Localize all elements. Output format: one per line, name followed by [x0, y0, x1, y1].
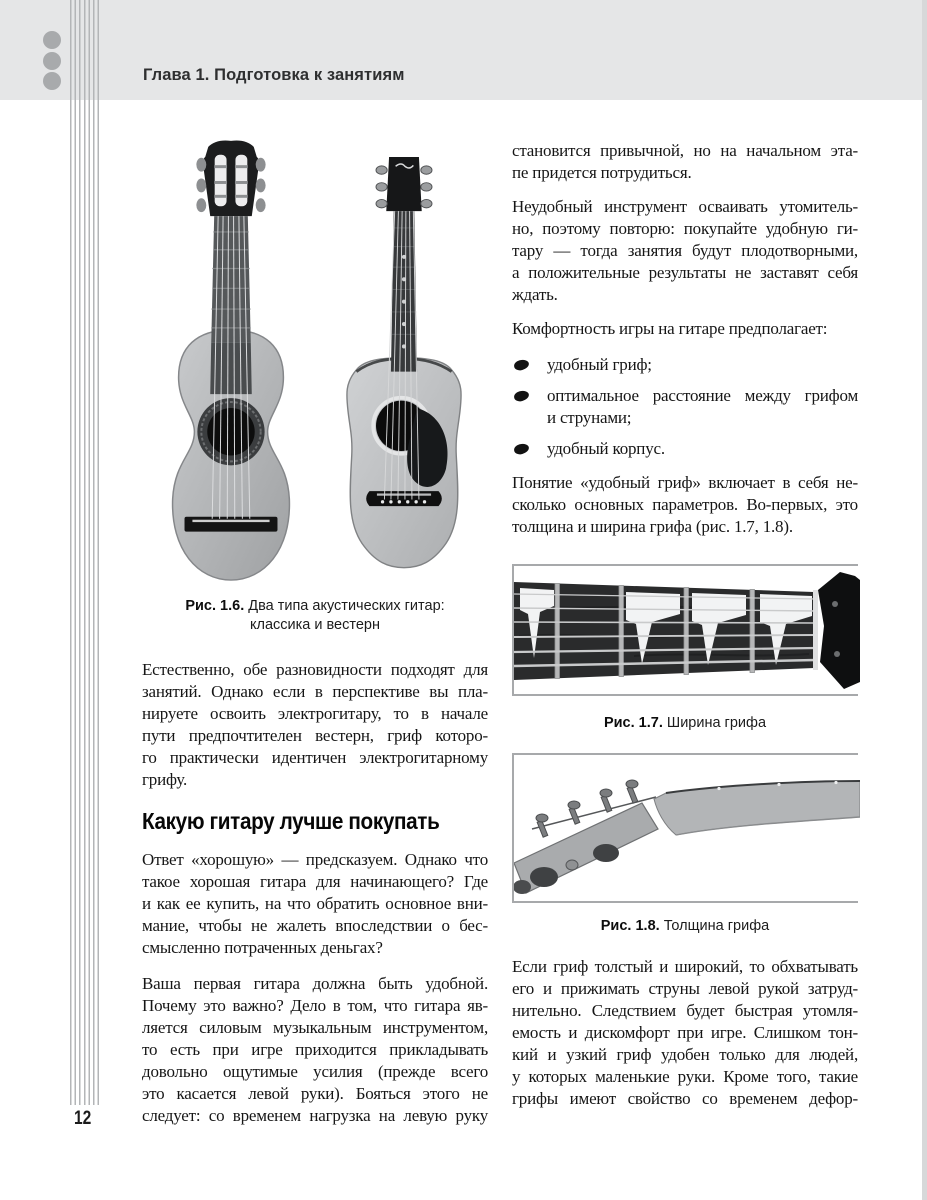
text-line: это касается левой руки). Бояться этого не — [142, 1084, 488, 1103]
text-line: грифы имеют свойство со временем дефор- — [512, 1089, 858, 1108]
text-line: Ваша первая гитара должна быть удобной. — [142, 974, 488, 993]
page-number: 12 — [74, 1108, 92, 1129]
text-line: а положительные результаты не заставят себя — [512, 263, 858, 282]
text-line: пути предпочтителен вестерн, гриф которо- — [142, 726, 488, 745]
classical-guitar-photo-icon — [156, 135, 306, 585]
paragraph — [512, 318, 858, 340]
text-line: мание, чтобы не жалеть впоследствии о бес- — [142, 916, 488, 935]
text-line: нируете освоить электрогитару, то в начале — [142, 704, 488, 723]
list-item-text — [547, 438, 858, 460]
right-column — [512, 140, 858, 1110]
text-line: Ответ «хорошую» — предсказуем. Однако что — [142, 850, 488, 869]
figure-1-6 — [142, 135, 488, 587]
paragraph — [142, 659, 488, 791]
paragraph — [512, 196, 858, 306]
paragraph — [512, 956, 858, 1110]
text-line: тару — тогда занятия будут плодотворными, — [512, 241, 858, 260]
bullet-list — [512, 354, 858, 460]
header-dot — [43, 52, 61, 70]
page-edge-line — [922, 0, 927, 1200]
paragraph — [512, 472, 858, 538]
caption-line: классика и вестерн — [250, 617, 380, 633]
caption-text: Два типа акустических гитар: — [244, 598, 445, 614]
text-line: ждать. — [512, 285, 558, 304]
figure-caption-1-7 — [512, 714, 858, 733]
text-line: сколько основных параметров. Во-первых, это — [512, 495, 858, 514]
text-line: Почему это важно? Дело в том, что гитара яв- — [142, 996, 488, 1015]
list-item — [512, 385, 858, 429]
paragraph — [142, 849, 488, 959]
text-line: го практически идентичен электрогитарному — [142, 748, 488, 767]
bullet-icon — [513, 389, 530, 402]
text-line: следует: со временем нагрузка на левую руку — [142, 1106, 488, 1125]
text-line: оптимальное расстояние между грифом — [547, 386, 858, 405]
header-dot — [43, 31, 61, 49]
text-line: такое хорошая гитара для начинающего? Где — [142, 872, 488, 891]
text-line: нительно. Следствием будет быстрая утомля- — [512, 1001, 858, 1020]
caption-label: Рис. 1.8. — [600, 918, 660, 934]
caption-line — [142, 597, 488, 616]
paragraph — [142, 973, 488, 1127]
text-line: и струнами; — [547, 408, 632, 427]
figure-caption-1-6 — [142, 597, 488, 635]
western-guitar-photo-icon — [334, 135, 474, 585]
text-line: грифу. — [142, 770, 188, 789]
figure-1-8 — [512, 753, 858, 903]
text-line: толщина и ширина грифа (рис. 1.7, 1.8). — [512, 517, 793, 536]
bullet-icon — [513, 442, 530, 455]
text-line: и как ее купить, на что обратить основное вни- — [142, 894, 488, 913]
text-line: занятий. Однако если в перспективе вы пла- — [142, 682, 488, 701]
fretboard-width-photo-icon — [514, 566, 860, 694]
text-line: Естественно, обе разновидности подходят для — [142, 660, 488, 679]
text-line: Неудобный инструмент осваивать утомитель- — [512, 197, 858, 216]
list-item — [512, 438, 858, 460]
caption-label: Рис. 1.6. — [185, 598, 245, 614]
bullet-icon — [513, 358, 530, 371]
text-line: его и прижимать струны левой рукой затруд- — [512, 979, 858, 998]
text-line: пе придется потрудиться. — [512, 163, 692, 182]
text-line: Понятие «удобный гриф» включает в себя не- — [512, 473, 858, 492]
chapter-title: Глава 1. Подготовка к занятиям — [143, 66, 405, 84]
list-item-text — [547, 354, 858, 376]
text-line: у которых маленькие руки. Кроме того, такие — [512, 1067, 858, 1086]
text-line: кий и узкий гриф удобен только для людей, — [512, 1045, 858, 1064]
caption-text: Толщина грифа — [659, 918, 770, 934]
text-line: довольно ощутимые усилия (прежде всего — [142, 1062, 488, 1081]
left-column — [142, 135, 488, 1127]
text-line: становится привычной, но на начальном эта- — [512, 141, 858, 160]
text-line: но, поэтому повторю: покупайте удобную ги- — [512, 219, 858, 238]
text-line: Комфортность игры на гитаре предполагает: — [512, 319, 828, 338]
pinstripes — [70, 0, 101, 1105]
paragraph — [512, 140, 858, 184]
list-item-text — [547, 385, 858, 429]
neck-thickness-photo-icon — [514, 755, 860, 901]
list-item — [512, 354, 858, 376]
text-line: удобный гриф; — [547, 355, 652, 374]
header-dot — [43, 72, 61, 90]
text-line: емость и дискомфорт при игре. Слишком тон- — [512, 1023, 858, 1042]
section-heading: Какую гитару лучше покупать — [142, 808, 440, 834]
figure-caption-1-8 — [512, 917, 858, 936]
caption-label: Рис. 1.7. — [603, 715, 663, 731]
text-line: смысленно потраченных деньгах? — [142, 938, 383, 957]
text-line: то есть при игре приходится прикладывать — [142, 1040, 488, 1059]
figure-1-7 — [512, 564, 858, 696]
text-line: ляется силовым музыкальным инструментом, — [142, 1018, 488, 1037]
text-line: Если гриф толстый и широкий, то обхватывать — [512, 957, 858, 976]
text-line: удобный корпус. — [547, 439, 665, 458]
chapter-header-band — [0, 0, 927, 100]
caption-text: Ширина грифа — [662, 715, 767, 731]
